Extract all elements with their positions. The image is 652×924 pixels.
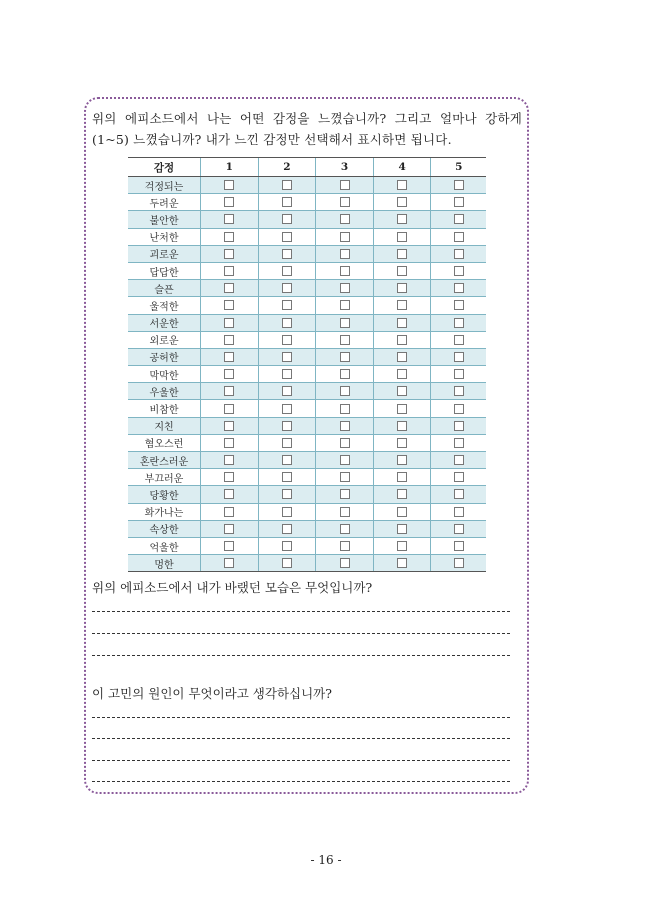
- rating-checkbox[interactable]: [340, 438, 350, 448]
- rating-checkbox[interactable]: [282, 507, 292, 517]
- rating-cell: [258, 366, 316, 383]
- rating-cell: [373, 434, 431, 451]
- rating-checkbox[interactable]: [340, 404, 350, 414]
- rating-checkbox[interactable]: [454, 266, 464, 276]
- emotion-label: 슬픈: [128, 280, 201, 297]
- rating-checkbox[interactable]: [397, 197, 407, 207]
- table-row: [128, 383, 486, 400]
- answer-line[interactable]: [92, 738, 510, 739]
- emotion-label: 멍한: [128, 555, 201, 572]
- rating-cell: [373, 331, 431, 348]
- rating-cell: [431, 434, 486, 451]
- rating-checkbox[interactable]: [340, 386, 350, 396]
- table-row: [128, 520, 486, 537]
- rating-cell: [316, 503, 374, 520]
- rating-cell: [316, 194, 374, 211]
- rating-checkbox[interactable]: [224, 352, 234, 362]
- rating-checkbox[interactable]: [397, 421, 407, 431]
- rating-cell: [258, 280, 316, 297]
- rating-cell: [316, 537, 374, 554]
- rating-cell: [373, 348, 431, 365]
- rating-cell: [258, 211, 316, 228]
- rating-cell: [201, 366, 259, 383]
- rating-checkbox[interactable]: [224, 180, 234, 190]
- rating-checkbox[interactable]: [397, 507, 407, 517]
- rating-cell: [316, 297, 374, 314]
- rating-cell: [201, 245, 259, 262]
- rating-cell: [431, 400, 486, 417]
- rating-checkbox[interactable]: [224, 266, 234, 276]
- rating-checkbox[interactable]: [454, 386, 464, 396]
- rating-checkbox[interactable]: [340, 318, 350, 328]
- rating-checkbox[interactable]: [340, 232, 350, 242]
- rating-cell: [201, 400, 259, 417]
- rating-checkbox[interactable]: [454, 404, 464, 414]
- rating-cell: [258, 503, 316, 520]
- rating-checkbox[interactable]: [397, 558, 407, 568]
- table-header-row: [128, 158, 486, 177]
- rating-cell: [258, 486, 316, 503]
- rating-checkbox[interactable]: [454, 438, 464, 448]
- question-cause: 이 고민의 원인이 무엇이라고 생각하십니까?: [92, 686, 332, 701]
- rating-cell: [258, 262, 316, 279]
- rating-cell: [201, 194, 259, 211]
- rating-checkbox[interactable]: [454, 524, 464, 534]
- rating-checkbox[interactable]: [454, 541, 464, 551]
- emotion-label: 화가나는: [128, 503, 201, 520]
- rating-cell: [431, 262, 486, 279]
- table-row: [128, 262, 486, 279]
- rating-checkbox[interactable]: [224, 197, 234, 207]
- emotion-label: 혐오스런: [128, 434, 201, 451]
- rating-cell: [258, 194, 316, 211]
- rating-checkbox[interactable]: [224, 404, 234, 414]
- rating-checkbox[interactable]: [397, 214, 407, 224]
- rating-checkbox[interactable]: [340, 421, 350, 431]
- rating-cell: [373, 245, 431, 262]
- rating-checkbox[interactable]: [454, 352, 464, 362]
- rating-checkbox[interactable]: [454, 214, 464, 224]
- rating-cell: [373, 177, 431, 194]
- rating-cell: [316, 520, 374, 537]
- rating-cell: [258, 228, 316, 245]
- rating-checkbox[interactable]: [224, 489, 234, 499]
- rating-checkbox[interactable]: [282, 558, 292, 568]
- rating-checkbox[interactable]: [397, 249, 407, 259]
- table-row: [128, 211, 486, 228]
- rating-cell: [431, 348, 486, 365]
- rating-cell: [258, 314, 316, 331]
- rating-cell: [201, 228, 259, 245]
- rating-cell: [373, 383, 431, 400]
- rating-checkbox[interactable]: [282, 369, 292, 379]
- table-row: [128, 537, 486, 554]
- rating-checkbox[interactable]: [340, 369, 350, 379]
- rating-checkbox[interactable]: [282, 318, 292, 328]
- rating-checkbox[interactable]: [282, 489, 292, 499]
- answer-line[interactable]: [92, 655, 510, 656]
- rating-cell: [431, 314, 486, 331]
- intro-question: 위의 에피소드에서 나는 어떤 감정을 느꼈습니까? 그리고 얼마나 강하게(1~5) 느꼈습니까? 내가 느낀 감정만 선택해서 표시하면 됩니다.: [92, 111, 522, 147]
- table-row: [128, 555, 486, 572]
- rating-checkbox[interactable]: [282, 249, 292, 259]
- emotion-label: 억울한: [128, 537, 201, 554]
- emotion-label: 난처한: [128, 228, 201, 245]
- rating-cell: [373, 417, 431, 434]
- table-row: [128, 280, 486, 297]
- rating-cell: [431, 331, 486, 348]
- rating-checkbox[interactable]: [397, 283, 407, 293]
- rating-checkbox[interactable]: [454, 300, 464, 310]
- rating-cell: [258, 331, 316, 348]
- rating-checkbox[interactable]: [282, 232, 292, 242]
- emotion-label: 혼란스러운: [128, 452, 201, 469]
- emotion-label: 당황한: [128, 486, 201, 503]
- table-row: [128, 245, 486, 262]
- rating-checkbox[interactable]: [397, 300, 407, 310]
- rating-checkbox[interactable]: [454, 455, 464, 465]
- rating-checkbox[interactable]: [224, 232, 234, 242]
- answer-line[interactable]: [92, 760, 510, 761]
- rating-cell: [431, 194, 486, 211]
- rating-checkbox[interactable]: [340, 197, 350, 207]
- rating-cell: [201, 348, 259, 365]
- rating-checkbox[interactable]: [282, 541, 292, 551]
- rating-cell: [431, 503, 486, 520]
- rating-cell: [201, 262, 259, 279]
- rating-checkbox[interactable]: [224, 318, 234, 328]
- emotion-label: 울적한: [128, 297, 201, 314]
- header-scale-5: 5: [431, 158, 486, 177]
- rating-cell: [373, 555, 431, 572]
- emotion-label: 외로운: [128, 331, 201, 348]
- rating-checkbox[interactable]: [224, 421, 234, 431]
- rating-checkbox[interactable]: [224, 438, 234, 448]
- rating-cell: [431, 486, 486, 503]
- rating-cell: [258, 469, 316, 486]
- rating-checkbox[interactable]: [224, 558, 234, 568]
- rating-checkbox[interactable]: [340, 472, 350, 482]
- table-row: [128, 297, 486, 314]
- rating-cell: [431, 177, 486, 194]
- answer-line[interactable]: [92, 611, 510, 612]
- rating-cell: [258, 520, 316, 537]
- rating-cell: [373, 211, 431, 228]
- table-row: [128, 348, 486, 365]
- rating-cell: [316, 280, 374, 297]
- emotion-label: 서운한: [128, 314, 201, 331]
- table-row: [128, 400, 486, 417]
- rating-checkbox[interactable]: [454, 180, 464, 190]
- rating-checkbox[interactable]: [282, 283, 292, 293]
- rating-cell: [316, 452, 374, 469]
- rating-checkbox[interactable]: [454, 369, 464, 379]
- rating-cell: [316, 383, 374, 400]
- rating-checkbox[interactable]: [397, 386, 407, 396]
- rating-cell: [201, 537, 259, 554]
- table-row: [128, 228, 486, 245]
- rating-cell: [201, 434, 259, 451]
- emotion-label: 비참한: [128, 400, 201, 417]
- rating-checkbox[interactable]: [454, 421, 464, 431]
- rating-checkbox[interactable]: [224, 472, 234, 482]
- rating-checkbox[interactable]: [282, 352, 292, 362]
- rating-checkbox[interactable]: [340, 300, 350, 310]
- rating-checkbox[interactable]: [340, 558, 350, 568]
- rating-cell: [201, 452, 259, 469]
- rating-cell: [373, 452, 431, 469]
- emotion-label: 지친: [128, 417, 201, 434]
- rating-checkbox[interactable]: [397, 404, 407, 414]
- rating-cell: [316, 348, 374, 365]
- emotion-label: 부끄러운: [128, 469, 201, 486]
- rating-cell: [316, 400, 374, 417]
- rating-cell: [431, 452, 486, 469]
- rating-checkbox[interactable]: [397, 438, 407, 448]
- rating-cell: [201, 280, 259, 297]
- rating-checkbox[interactable]: [397, 335, 407, 345]
- rating-cell: [316, 469, 374, 486]
- rating-cell: [201, 331, 259, 348]
- rating-cell: [316, 331, 374, 348]
- rating-cell: [373, 297, 431, 314]
- rating-checkbox[interactable]: [454, 232, 464, 242]
- rating-cell: [373, 194, 431, 211]
- rating-cell: [258, 555, 316, 572]
- rating-checkbox[interactable]: [340, 352, 350, 362]
- rating-checkbox[interactable]: [224, 369, 234, 379]
- rating-cell: [258, 434, 316, 451]
- rating-checkbox[interactable]: [340, 455, 350, 465]
- rating-cell: [316, 434, 374, 451]
- emotion-label: 두려운: [128, 194, 201, 211]
- rating-cell: [431, 383, 486, 400]
- table-row: [128, 486, 486, 503]
- table-row: [128, 194, 486, 211]
- rating-cell: [431, 537, 486, 554]
- rating-cell: [258, 383, 316, 400]
- rating-cell: [373, 469, 431, 486]
- header-scale-1: 1: [201, 158, 259, 177]
- table-row: [128, 314, 486, 331]
- rating-cell: [373, 486, 431, 503]
- rating-cell: [431, 469, 486, 486]
- rating-checkbox[interactable]: [397, 352, 407, 362]
- rating-checkbox[interactable]: [282, 266, 292, 276]
- rating-checkbox[interactable]: [282, 438, 292, 448]
- rating-checkbox[interactable]: [397, 489, 407, 499]
- rating-checkbox[interactable]: [340, 489, 350, 499]
- rating-checkbox[interactable]: [282, 180, 292, 190]
- rating-checkbox[interactable]: [397, 232, 407, 242]
- table-row: [128, 503, 486, 520]
- rating-checkbox[interactable]: [224, 335, 234, 345]
- rating-cell: [431, 417, 486, 434]
- table-row: [128, 331, 486, 348]
- rating-cell: [373, 520, 431, 537]
- rating-cell: [258, 177, 316, 194]
- emotion-label: 불안한: [128, 211, 201, 228]
- rating-checkbox[interactable]: [340, 266, 350, 276]
- rating-cell: [201, 297, 259, 314]
- question-desired-self: 위의 에피소드에서 내가 바랬던 모습은 무엇입니까?: [92, 580, 373, 595]
- rating-checkbox[interactable]: [224, 386, 234, 396]
- rating-cell: [258, 400, 316, 417]
- rating-checkbox[interactable]: [282, 455, 292, 465]
- header-scale-3: 3: [316, 158, 374, 177]
- table-row: [128, 177, 486, 194]
- rating-cell: [201, 177, 259, 194]
- emotion-table: [128, 157, 486, 572]
- table-row: [128, 366, 486, 383]
- rating-checkbox[interactable]: [397, 318, 407, 328]
- rating-cell: [373, 537, 431, 554]
- rating-cell: [373, 228, 431, 245]
- rating-checkbox[interactable]: [224, 507, 234, 517]
- rating-cell: [431, 297, 486, 314]
- rating-checkbox[interactable]: [454, 318, 464, 328]
- rating-checkbox[interactable]: [224, 541, 234, 551]
- rating-cell: [316, 228, 374, 245]
- rating-checkbox[interactable]: [282, 524, 292, 534]
- rating-checkbox[interactable]: [224, 300, 234, 310]
- rating-cell: [258, 297, 316, 314]
- rating-checkbox[interactable]: [454, 335, 464, 345]
- rating-checkbox[interactable]: [224, 249, 234, 259]
- emotion-label: 우울한: [128, 383, 201, 400]
- rating-checkbox[interactable]: [397, 266, 407, 276]
- rating-checkbox[interactable]: [454, 507, 464, 517]
- rating-checkbox[interactable]: [397, 541, 407, 551]
- rating-checkbox[interactable]: [397, 180, 407, 190]
- rating-checkbox[interactable]: [340, 541, 350, 551]
- rating-checkbox[interactable]: [340, 507, 350, 517]
- rating-checkbox[interactable]: [397, 524, 407, 534]
- header-scale-4: 4: [373, 158, 431, 177]
- rating-cell: [258, 452, 316, 469]
- rating-checkbox[interactable]: [454, 558, 464, 568]
- rating-checkbox[interactable]: [340, 249, 350, 259]
- answer-line[interactable]: [92, 633, 510, 634]
- rating-cell: [316, 245, 374, 262]
- rating-cell: [373, 366, 431, 383]
- table-row: [128, 434, 486, 451]
- rating-cell: [258, 537, 316, 554]
- table-row: [128, 417, 486, 434]
- header-scale-2: 2: [258, 158, 316, 177]
- rating-cell: [201, 314, 259, 331]
- rating-checkbox[interactable]: [282, 386, 292, 396]
- rating-checkbox[interactable]: [454, 197, 464, 207]
- emotion-label: 막막한: [128, 366, 201, 383]
- rating-cell: [373, 503, 431, 520]
- rating-checkbox[interactable]: [340, 335, 350, 345]
- rating-cell: [431, 245, 486, 262]
- emotion-label: 속상한: [128, 520, 201, 537]
- rating-cell: [373, 400, 431, 417]
- rating-cell: [201, 555, 259, 572]
- rating-cell: [201, 469, 259, 486]
- rating-checkbox[interactable]: [454, 472, 464, 482]
- rating-cell: [431, 228, 486, 245]
- rating-cell: [316, 366, 374, 383]
- rating-cell: [201, 383, 259, 400]
- table-row: [128, 452, 486, 469]
- rating-cell: [316, 555, 374, 572]
- rating-cell: [258, 245, 316, 262]
- answer-line[interactable]: [92, 781, 510, 782]
- rating-checkbox[interactable]: [282, 335, 292, 345]
- rating-cell: [201, 417, 259, 434]
- rating-cell: [258, 348, 316, 365]
- rating-cell: [431, 366, 486, 383]
- header-emotion: 감정: [128, 158, 201, 177]
- rating-cell: [201, 486, 259, 503]
- emotion-label: 답답한: [128, 262, 201, 279]
- rating-checkbox[interactable]: [340, 524, 350, 534]
- rating-checkbox[interactable]: [397, 472, 407, 482]
- rating-checkbox[interactable]: [282, 300, 292, 310]
- rating-checkbox[interactable]: [282, 472, 292, 482]
- rating-cell: [373, 262, 431, 279]
- rating-checkbox[interactable]: [454, 283, 464, 293]
- rating-cell: [316, 417, 374, 434]
- rating-cell: [258, 417, 316, 434]
- rating-cell: [316, 314, 374, 331]
- rating-checkbox[interactable]: [224, 524, 234, 534]
- rating-checkbox[interactable]: [340, 283, 350, 293]
- rating-checkbox[interactable]: [454, 489, 464, 499]
- rating-cell: [201, 503, 259, 520]
- rating-cell: [431, 555, 486, 572]
- rating-cell: [316, 177, 374, 194]
- page-number: - 16 -: [310, 853, 342, 867]
- rating-checkbox[interactable]: [282, 197, 292, 207]
- rating-checkbox[interactable]: [224, 455, 234, 465]
- answer-line[interactable]: [92, 717, 510, 718]
- rating-checkbox[interactable]: [340, 214, 350, 224]
- rating-checkbox[interactable]: [282, 421, 292, 431]
- emotion-label: 괴로운: [128, 245, 201, 262]
- rating-cell: [316, 262, 374, 279]
- rating-cell: [201, 520, 259, 537]
- rating-cell: [373, 280, 431, 297]
- rating-cell: [316, 211, 374, 228]
- rating-cell: [431, 520, 486, 537]
- rating-checkbox[interactable]: [397, 455, 407, 465]
- rating-checkbox[interactable]: [454, 249, 464, 259]
- rating-cell: [316, 486, 374, 503]
- emotion-label: 공허한: [128, 348, 201, 365]
- rating-checkbox[interactable]: [224, 214, 234, 224]
- rating-checkbox[interactable]: [282, 214, 292, 224]
- rating-checkbox[interactable]: [224, 283, 234, 293]
- rating-cell: [373, 314, 431, 331]
- rating-cell: [201, 211, 259, 228]
- table-row: [128, 469, 486, 486]
- rating-cell: [431, 211, 486, 228]
- emotion-label: 걱정되는: [128, 177, 201, 194]
- rating-cell: [431, 280, 486, 297]
- rating-checkbox[interactable]: [282, 404, 292, 414]
- rating-checkbox[interactable]: [397, 369, 407, 379]
- rating-checkbox[interactable]: [340, 180, 350, 190]
